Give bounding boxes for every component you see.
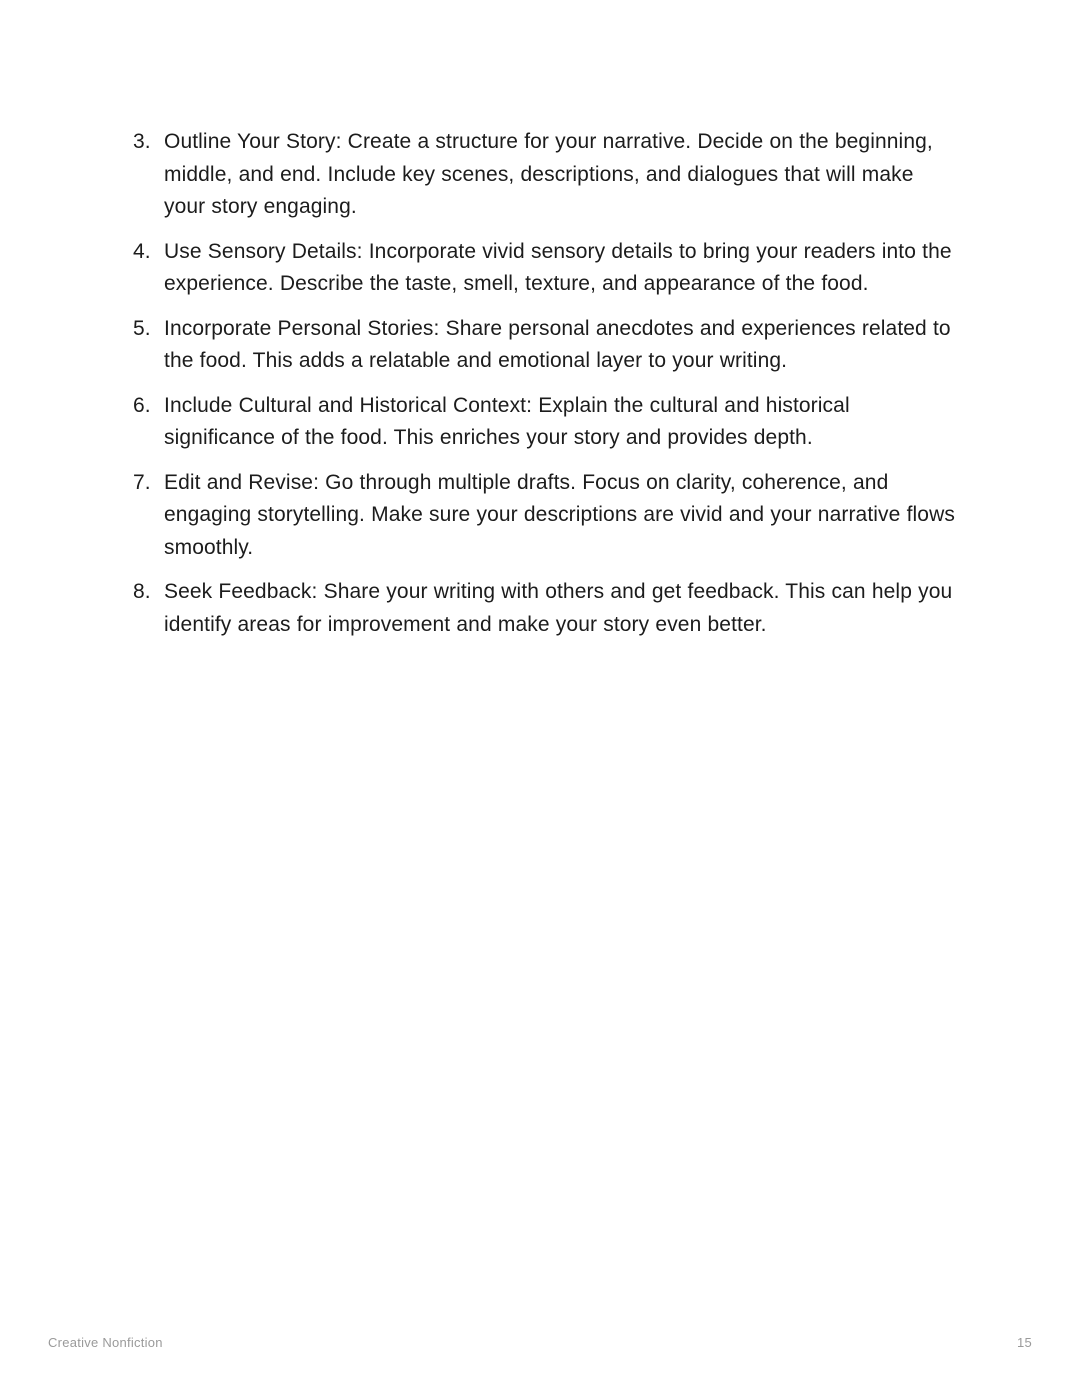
list-item-marker: 7.: [133, 470, 151, 494]
list-item-text: Seek Feedback: Share your writing with others and get feedback. This can help you identify areas for improvement and make your story even better.: [164, 580, 953, 636]
list-item-marker: 3.: [133, 130, 151, 153]
footer-page-number: 15: [1017, 1335, 1032, 1350]
list-item-marker: 8.: [133, 580, 151, 603]
list-item: [133, 576, 958, 641]
list-item: [133, 236, 958, 301]
list-item: [133, 313, 958, 378]
list-item-marker: 4.: [133, 239, 151, 263]
list-item-text: Incorporate Personal Stories: Share personal anecdotes and experiences related to the food. This adds a relatable and emotional layer to your writing.: [164, 316, 951, 372]
page-footer: [48, 1333, 1032, 1353]
list-item-marker: 5.: [133, 316, 151, 340]
list-item-text: Include Cultural and Historical Context: Explain the cultural and historical significance of the food. This enriches your story and provides depth.: [164, 393, 850, 449]
list-item: [133, 390, 958, 455]
list-item-marker: 6.: [133, 393, 151, 417]
list-item: [133, 467, 958, 565]
list-item-text: Use Sensory Details: Incorporate vivid sensory details to bring your readers into the experience. Describe the taste, smell, texture, and appearance of the food.: [164, 239, 952, 295]
list-item: [133, 126, 958, 224]
page-content: [133, 126, 958, 641]
footer-document-title: Creative Nonfiction: [48, 1335, 163, 1350]
list-item-text: Edit and Revise: Go through multiple drafts. Focus on clarity, coherence, and engaging storytelling. Make sure your descriptions are vivid and your narrative flows smoothly.: [164, 470, 955, 559]
numbered-steps-list: [133, 126, 958, 641]
list-item-text: Outline Your Story: Create a structure for your narrative. Decide on the beginning, middle, and end. Include key scenes, descriptions, and dialogues that will make your story engaging.: [164, 130, 933, 218]
